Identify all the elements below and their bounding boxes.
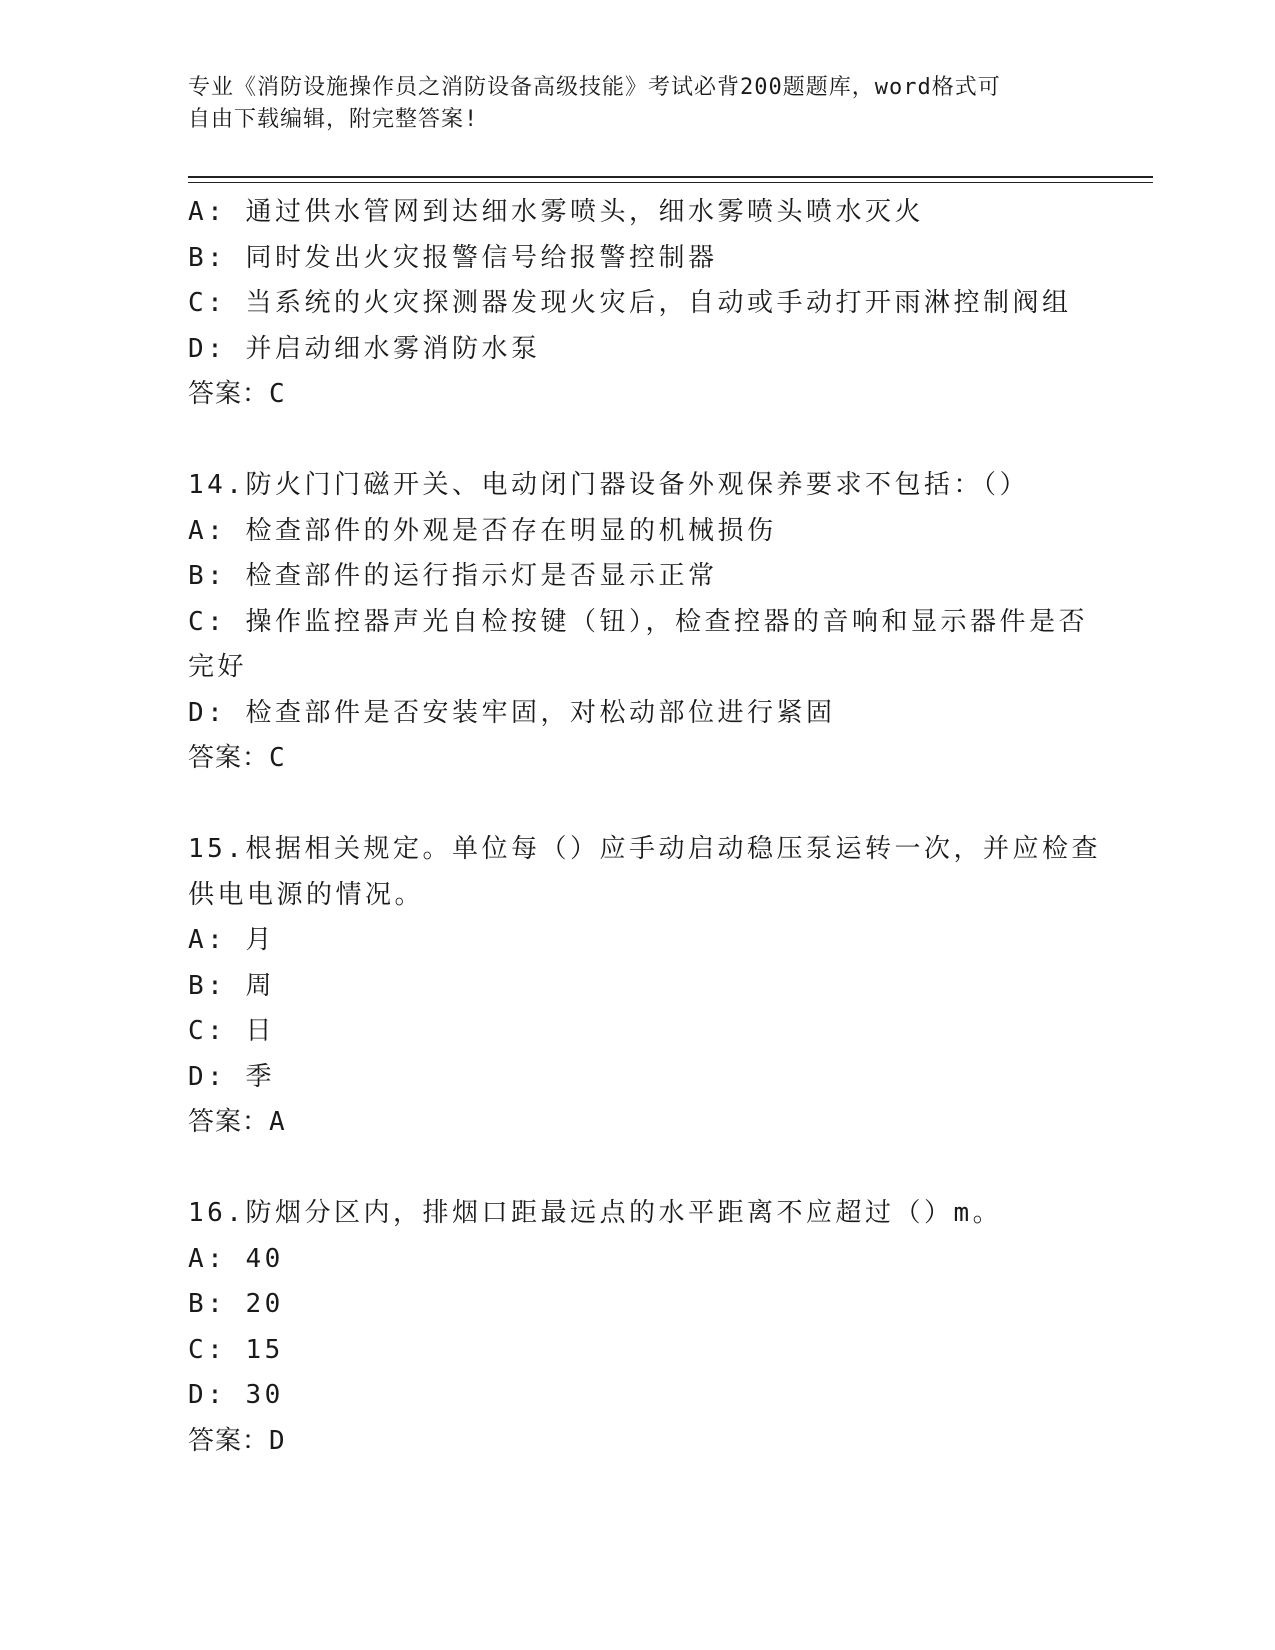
- option-c: C: 日: [188, 1016, 275, 1046]
- option-a: A: 检查部件的外观是否存在明显的机械损伤: [188, 515, 777, 546]
- option-c-continued: 完好: [188, 652, 248, 682]
- option-c: C: 15: [188, 1334, 284, 1365]
- option-b: B: 20: [188, 1289, 284, 1319]
- header-divider-thick: [188, 176, 1153, 178]
- answer: 答案：C: [188, 743, 286, 773]
- option-c: C: 当系统的火灾探测器发现火灾后，自动或手动打开雨淋控制阀组: [188, 288, 1072, 318]
- question-stem: 14.防火门门磁开关、电动闭门器设备外观保养要求不包括：（）: [188, 470, 1029, 500]
- answer: 答案：D: [188, 1425, 286, 1456]
- question-14: [188, 463, 1088, 782]
- question-stem: 15.根据相关规定。单位每（）应手动启动稳压泵运转一次，并应检查: [188, 834, 1101, 864]
- option-d: D: 检查部件是否安装牢固，对松动部位进行紧固: [188, 697, 836, 728]
- option-d: D: 季: [188, 1061, 275, 1092]
- option-a: A: 通过供水管网到达细水雾喷头，细水雾喷头喷水灭火: [188, 197, 924, 227]
- option-a: A: 月: [188, 925, 275, 955]
- question-15: [188, 827, 1101, 1146]
- header-line-1: 专业《消防设施操作员之消防设备高级技能》考试必背200题题库，word格式可: [188, 75, 1001, 100]
- question-16: [188, 1191, 1088, 1464]
- option-a: A: 40: [188, 1243, 284, 1274]
- document-header: [188, 72, 1068, 136]
- header-divider-thin: [188, 182, 1153, 183]
- spacer: [188, 782, 1088, 828]
- answer: 答案：C: [188, 379, 286, 409]
- question-stem: 16.防烟分区内，排烟口距最远点的水平距离不应超过（）m。: [188, 1198, 1003, 1228]
- question-stem-continued: 供电电源的情况。: [188, 879, 425, 910]
- header-line-2: 自由下载编辑，附完整答案!: [188, 107, 479, 132]
- option-b: B: 同时发出火灾报警信号给报警控制器: [188, 242, 718, 273]
- option-d: D: 并启动细水雾消防水泵: [188, 333, 541, 364]
- spacer: [188, 418, 1088, 464]
- option-c: C: 操作监控器声光自检按键（钮），检查控器的音响和显示器件是否: [188, 606, 1088, 637]
- option-b: B: 周: [188, 970, 275, 1001]
- option-d: D: 30: [188, 1380, 284, 1410]
- question-list: [188, 190, 1101, 1464]
- spacer: [188, 1146, 1088, 1192]
- option-b: B: 检查部件的运行指示灯是否显示正常: [188, 561, 718, 591]
- question-13: [188, 190, 1088, 418]
- answer: 答案：A: [188, 1107, 286, 1137]
